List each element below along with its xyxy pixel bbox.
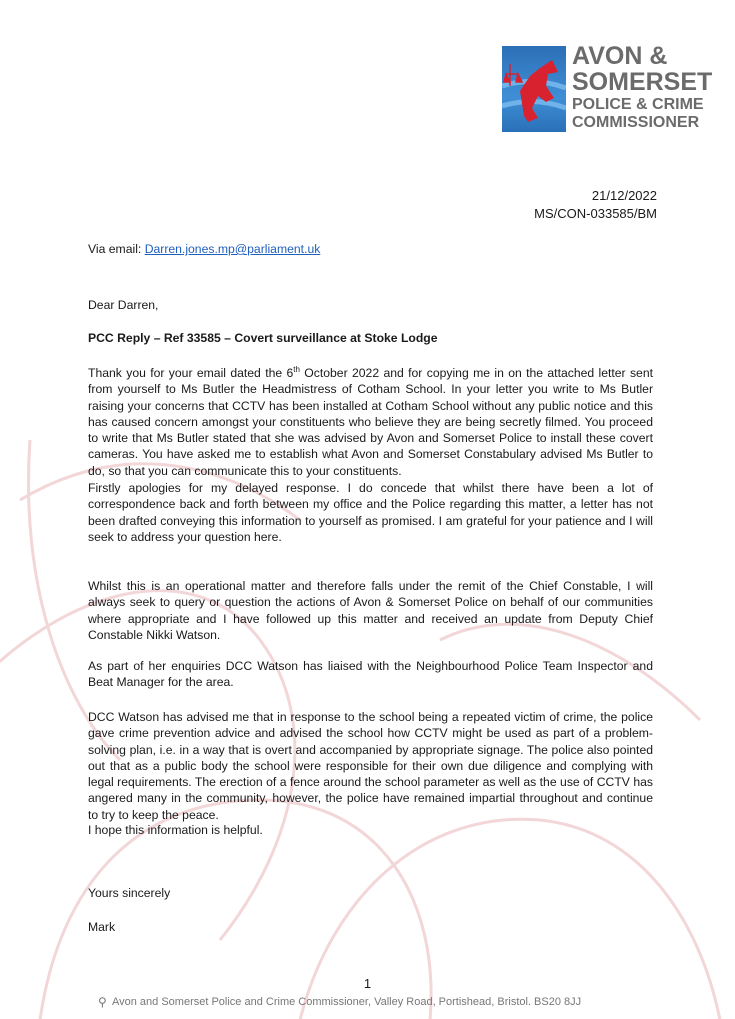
page-number: 1 bbox=[363, 976, 372, 991]
paragraph-1-rest: October 2022 and for copying me in on the attached letter sent from yourself to Ms Butler the Headmistress of Cotham School. In your letter you write to Ms Butler raising your concerns that CCTV has been installed at Cotham School without any public notice and this has caused concern amongst your constituents who believe they are being secretly filmed. You proceed to write that Ms Butler stated that she was advised by Avon and Somerset Police to install these covert cameras. You have asked me to establish what Avon and Somerset Constabulary advised Ms Butler to do, so that you can communicate this to your constituents. bbox=[88, 366, 653, 478]
logo-text-line3: POLICE & CRIME bbox=[572, 96, 704, 113]
ordinal-suffix: th bbox=[293, 364, 300, 374]
paragraph-1-start: Thank you for your email dated the 6 bbox=[88, 366, 294, 380]
logo-text-line4: COMMISSIONER bbox=[572, 114, 700, 131]
letter-date: 21/12/2022 bbox=[591, 188, 657, 203]
paragraph-4: As part of her enquiries DCC Watson has liaised with the Neighbourhood Police Team Inspector and Beat Manager for the area. bbox=[88, 659, 653, 690]
via-email-label: Via email: bbox=[88, 242, 145, 256]
logo-text-line1: AVON & bbox=[572, 42, 668, 70]
paragraph-5: DCC Watson has advised me that in response to the school being a repeated victim of crime, the police gave crime prevention advice and advised the school how CCTV might be used as part of a problem-solving plan, i.e. in a way that is overt and accompanied by appropriate signage. The police also pointed out that as a public body the school were responsible for their own due diligence and complying with legal requirements. The erection of a fence around the school parameter as well as the use of CCTV has angered many in the community, however, the police have remained impartial throughout and continue to try to keep the peace. bbox=[88, 710, 653, 822]
paragraph-3: Whilst this is an operational matter and therefore falls under the remit of the Chief Constable, I will always seek to query or question the actions of Avon & Somerset Police on behalf of our communities where appropriate and I have followed up this matter and received an update from Deputy Chief Constable Nikki Watson. bbox=[88, 579, 653, 642]
paragraph-2: Firstly apologies for my delayed response. I do concede that whilst there have been a lot of correspondence back and forth between my office and the Police regarding this matter, a letter has not been drafted conveying this information to yourself as promised. I am grateful for your patience and I will seek to address your question here. bbox=[88, 481, 653, 544]
pcc-logo bbox=[502, 42, 713, 132]
recipient-email-link[interactable]: Darren.jones.mp@parliament.uk bbox=[144, 242, 321, 256]
paragraph-6: I hope this information is helpful. bbox=[88, 823, 263, 837]
logo-text-line2: SOMERSET bbox=[572, 68, 713, 96]
footer-address: Avon and Somerset Police and Crime Commissioner, Valley Road, Portishead, Bristol. BS20 8JJ bbox=[112, 996, 582, 1008]
signature: Mark bbox=[88, 920, 116, 934]
reference-number: MS/CON-033585/BM bbox=[534, 206, 657, 221]
paragraph-1 bbox=[88, 365, 653, 479]
via-email-line bbox=[88, 242, 320, 256]
location-pin-icon: ⚲ bbox=[98, 995, 107, 1009]
subject-line: PCC Reply – Ref 33585 – Covert surveillance at Stoke Lodge bbox=[88, 331, 438, 345]
salutation: Dear Darren, bbox=[88, 298, 159, 312]
dragon-crest-icon bbox=[502, 46, 566, 132]
closing: Yours sincerely bbox=[88, 886, 171, 900]
